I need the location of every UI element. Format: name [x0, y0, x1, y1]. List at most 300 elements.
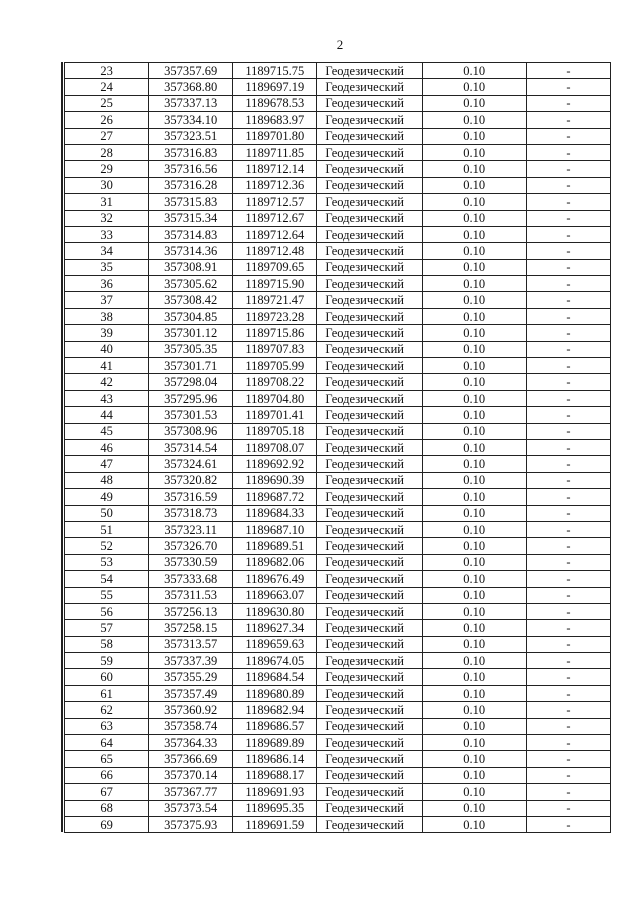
table-row: [65, 702, 611, 718]
note-cell: -: [526, 587, 610, 603]
table-row: [65, 358, 611, 374]
table-row: [65, 325, 611, 341]
table-row: [65, 538, 611, 554]
accuracy-cell: 0.10: [422, 620, 526, 636]
accuracy-cell: 0.10: [422, 358, 526, 374]
accuracy-cell: 0.10: [422, 79, 526, 95]
x-coordinate-cell: 357304.85: [149, 308, 233, 324]
note-cell: -: [526, 505, 610, 521]
point-number-cell: 26: [65, 112, 149, 128]
y-coordinate-cell: 1189683.97: [233, 112, 317, 128]
point-number-cell: 23: [65, 63, 149, 79]
point-number-cell: 24: [65, 79, 149, 95]
accuracy-cell: 0.10: [422, 423, 526, 439]
x-coordinate-cell: 357301.53: [149, 407, 233, 423]
accuracy-cell: 0.10: [422, 243, 526, 259]
method-cell: Геодезический: [317, 177, 422, 193]
accuracy-cell: 0.10: [422, 653, 526, 669]
point-number-cell: 58: [65, 636, 149, 652]
method-cell: Геодезический: [317, 571, 422, 587]
table-row: [65, 112, 611, 128]
table-row: [65, 685, 611, 701]
x-coordinate-cell: 357308.91: [149, 259, 233, 275]
y-coordinate-cell: 1189712.48: [233, 243, 317, 259]
method-cell: Геодезический: [317, 702, 422, 718]
point-number-cell: 27: [65, 128, 149, 144]
point-number-cell: 44: [65, 407, 149, 423]
x-coordinate-cell: 357324.61: [149, 456, 233, 472]
point-number-cell: 36: [65, 276, 149, 292]
accuracy-cell: 0.10: [422, 292, 526, 308]
point-number-cell: 64: [65, 735, 149, 751]
table-row: [65, 505, 611, 521]
method-cell: Геодезический: [317, 784, 422, 800]
method-cell: Геодезический: [317, 423, 422, 439]
note-cell: -: [526, 702, 610, 718]
point-number-cell: 52: [65, 538, 149, 554]
coordinates-table-body: [65, 63, 611, 833]
x-coordinate-cell: 357318.73: [149, 505, 233, 521]
note-cell: -: [526, 489, 610, 505]
accuracy-cell: 0.10: [422, 489, 526, 505]
note-cell: -: [526, 439, 610, 455]
point-number-cell: 54: [65, 571, 149, 587]
method-cell: Геодезический: [317, 653, 422, 669]
note-cell: -: [526, 358, 610, 374]
method-cell: Геодезический: [317, 735, 422, 751]
note-cell: -: [526, 603, 610, 619]
note-cell: -: [526, 325, 610, 341]
accuracy-cell: 0.10: [422, 718, 526, 734]
y-coordinate-cell: 1189709.65: [233, 259, 317, 275]
y-coordinate-cell: 1189704.80: [233, 390, 317, 406]
x-coordinate-cell: 357326.70: [149, 538, 233, 554]
method-cell: Геодезический: [317, 439, 422, 455]
method-cell: Геодезический: [317, 751, 422, 767]
method-cell: Геодезический: [317, 390, 422, 406]
point-number-cell: 62: [65, 702, 149, 718]
note-cell: -: [526, 800, 610, 816]
y-coordinate-cell: 1189687.72: [233, 489, 317, 505]
x-coordinate-cell: 357305.35: [149, 341, 233, 357]
accuracy-cell: 0.10: [422, 177, 526, 193]
y-coordinate-cell: 1189687.10: [233, 521, 317, 537]
y-coordinate-cell: 1189721.47: [233, 292, 317, 308]
x-coordinate-cell: 357320.82: [149, 472, 233, 488]
method-cell: Геодезический: [317, 210, 422, 226]
accuracy-cell: 0.10: [422, 341, 526, 357]
point-number-cell: 39: [65, 325, 149, 341]
note-cell: -: [526, 472, 610, 488]
accuracy-cell: 0.10: [422, 554, 526, 570]
accuracy-cell: 0.10: [422, 816, 526, 832]
point-number-cell: 33: [65, 226, 149, 242]
note-cell: -: [526, 308, 610, 324]
method-cell: Геодезический: [317, 259, 422, 275]
point-number-cell: 48: [65, 472, 149, 488]
note-cell: -: [526, 144, 610, 160]
accuracy-cell: 0.10: [422, 735, 526, 751]
note-cell: -: [526, 735, 610, 751]
note-cell: -: [526, 243, 610, 259]
method-cell: Геодезический: [317, 79, 422, 95]
accuracy-cell: 0.10: [422, 456, 526, 472]
accuracy-cell: 0.10: [422, 308, 526, 324]
method-cell: Геодезический: [317, 112, 422, 128]
point-number-cell: 57: [65, 620, 149, 636]
y-coordinate-cell: 1189695.35: [233, 800, 317, 816]
point-number-cell: 68: [65, 800, 149, 816]
x-coordinate-cell: 357375.93: [149, 816, 233, 832]
y-coordinate-cell: 1189630.80: [233, 603, 317, 619]
note-cell: -: [526, 816, 610, 832]
x-coordinate-cell: 357301.12: [149, 325, 233, 341]
table-row: [65, 423, 611, 439]
x-coordinate-cell: 357314.54: [149, 439, 233, 455]
y-coordinate-cell: 1189701.80: [233, 128, 317, 144]
accuracy-cell: 0.10: [422, 702, 526, 718]
note-cell: -: [526, 95, 610, 111]
y-coordinate-cell: 1189678.53: [233, 95, 317, 111]
table-row: [65, 226, 611, 242]
y-coordinate-cell: 1189680.89: [233, 685, 317, 701]
table-row: [65, 587, 611, 603]
y-coordinate-cell: 1189715.86: [233, 325, 317, 341]
method-cell: Геодезический: [317, 685, 422, 701]
y-coordinate-cell: 1189708.07: [233, 439, 317, 455]
accuracy-cell: 0.10: [422, 325, 526, 341]
x-coordinate-cell: 357316.59: [149, 489, 233, 505]
x-coordinate-cell: 357308.96: [149, 423, 233, 439]
point-number-cell: 59: [65, 653, 149, 669]
note-cell: -: [526, 407, 610, 423]
method-cell: Геодезический: [317, 276, 422, 292]
x-coordinate-cell: 357355.29: [149, 669, 233, 685]
table-row: [65, 669, 611, 685]
note-cell: -: [526, 177, 610, 193]
accuracy-cell: 0.10: [422, 784, 526, 800]
table-row: [65, 767, 611, 783]
method-cell: Геодезический: [317, 538, 422, 554]
note-cell: -: [526, 259, 610, 275]
method-cell: Геодезический: [317, 407, 422, 423]
x-coordinate-cell: 357305.62: [149, 276, 233, 292]
x-coordinate-cell: 357316.28: [149, 177, 233, 193]
note-cell: -: [526, 571, 610, 587]
table-row: [65, 128, 611, 144]
point-number-cell: 55: [65, 587, 149, 603]
x-coordinate-cell: 357358.74: [149, 718, 233, 734]
point-number-cell: 42: [65, 374, 149, 390]
x-coordinate-cell: 357315.34: [149, 210, 233, 226]
y-coordinate-cell: 1189689.89: [233, 735, 317, 751]
y-coordinate-cell: 1189686.14: [233, 751, 317, 767]
point-number-cell: 41: [65, 358, 149, 374]
table-row: [65, 620, 611, 636]
note-cell: -: [526, 521, 610, 537]
table-row: [65, 800, 611, 816]
note-cell: -: [526, 374, 610, 390]
accuracy-cell: 0.10: [422, 669, 526, 685]
y-coordinate-cell: 1189682.94: [233, 702, 317, 718]
method-cell: Геодезический: [317, 226, 422, 242]
y-coordinate-cell: 1189712.67: [233, 210, 317, 226]
table-row: [65, 374, 611, 390]
table-left-double-border: [61, 62, 63, 832]
note-cell: -: [526, 226, 610, 242]
y-coordinate-cell: 1189682.06: [233, 554, 317, 570]
table-row: [65, 276, 611, 292]
table-row: [65, 194, 611, 210]
x-coordinate-cell: 357308.42: [149, 292, 233, 308]
accuracy-cell: 0.10: [422, 210, 526, 226]
point-number-cell: 50: [65, 505, 149, 521]
y-coordinate-cell: 1189705.99: [233, 358, 317, 374]
method-cell: Геодезический: [317, 636, 422, 652]
point-number-cell: 66: [65, 767, 149, 783]
accuracy-cell: 0.10: [422, 685, 526, 701]
point-number-cell: 49: [65, 489, 149, 505]
y-coordinate-cell: 1189697.19: [233, 79, 317, 95]
y-coordinate-cell: 1189684.33: [233, 505, 317, 521]
point-number-cell: 35: [65, 259, 149, 275]
y-coordinate-cell: 1189705.18: [233, 423, 317, 439]
y-coordinate-cell: 1189686.57: [233, 718, 317, 734]
x-coordinate-cell: 357330.59: [149, 554, 233, 570]
point-number-cell: 30: [65, 177, 149, 193]
table-row: [65, 636, 611, 652]
x-coordinate-cell: 357316.83: [149, 144, 233, 160]
method-cell: Геодезический: [317, 521, 422, 537]
point-number-cell: 51: [65, 521, 149, 537]
y-coordinate-cell: 1189627.34: [233, 620, 317, 636]
point-number-cell: 47: [65, 456, 149, 472]
table-row: [65, 472, 611, 488]
note-cell: -: [526, 554, 610, 570]
method-cell: Геодезический: [317, 816, 422, 832]
x-coordinate-cell: 357295.96: [149, 390, 233, 406]
note-cell: -: [526, 669, 610, 685]
note-cell: -: [526, 456, 610, 472]
note-cell: -: [526, 161, 610, 177]
y-coordinate-cell: 1189690.39: [233, 472, 317, 488]
point-number-cell: 69: [65, 816, 149, 832]
table-row: [65, 95, 611, 111]
table-row: [65, 243, 611, 259]
y-coordinate-cell: 1189691.59: [233, 816, 317, 832]
y-coordinate-cell: 1189715.75: [233, 63, 317, 79]
table-row: [65, 439, 611, 455]
y-coordinate-cell: 1189715.90: [233, 276, 317, 292]
accuracy-cell: 0.10: [422, 128, 526, 144]
x-coordinate-cell: 357366.69: [149, 751, 233, 767]
table-row: [65, 259, 611, 275]
accuracy-cell: 0.10: [422, 276, 526, 292]
accuracy-cell: 0.10: [422, 374, 526, 390]
y-coordinate-cell: 1189701.41: [233, 407, 317, 423]
note-cell: -: [526, 63, 610, 79]
x-coordinate-cell: 357313.57: [149, 636, 233, 652]
y-coordinate-cell: 1189688.17: [233, 767, 317, 783]
x-coordinate-cell: 357357.69: [149, 63, 233, 79]
table-row: [65, 341, 611, 357]
point-number-cell: 56: [65, 603, 149, 619]
table-row: [65, 554, 611, 570]
note-cell: -: [526, 767, 610, 783]
y-coordinate-cell: 1189691.93: [233, 784, 317, 800]
x-coordinate-cell: 357258.15: [149, 620, 233, 636]
method-cell: Геодезический: [317, 144, 422, 160]
note-cell: -: [526, 390, 610, 406]
method-cell: Геодезический: [317, 341, 422, 357]
note-cell: -: [526, 79, 610, 95]
point-number-cell: 53: [65, 554, 149, 570]
method-cell: Геодезический: [317, 161, 422, 177]
note-cell: -: [526, 653, 610, 669]
table-row: [65, 144, 611, 160]
method-cell: Геодезический: [317, 128, 422, 144]
x-coordinate-cell: 357337.39: [149, 653, 233, 669]
method-cell: Геодезический: [317, 718, 422, 734]
method-cell: Геодезический: [317, 603, 422, 619]
y-coordinate-cell: 1189692.92: [233, 456, 317, 472]
x-coordinate-cell: 357256.13: [149, 603, 233, 619]
x-coordinate-cell: 357337.13: [149, 95, 233, 111]
x-coordinate-cell: 357333.68: [149, 571, 233, 587]
x-coordinate-cell: 357314.36: [149, 243, 233, 259]
y-coordinate-cell: 1189689.51: [233, 538, 317, 554]
table-row: [65, 308, 611, 324]
accuracy-cell: 0.10: [422, 161, 526, 177]
table-row: [65, 653, 611, 669]
note-cell: -: [526, 210, 610, 226]
y-coordinate-cell: 1189676.49: [233, 571, 317, 587]
method-cell: Геодезический: [317, 800, 422, 816]
point-number-cell: 37: [65, 292, 149, 308]
accuracy-cell: 0.10: [422, 63, 526, 79]
y-coordinate-cell: 1189684.54: [233, 669, 317, 685]
x-coordinate-cell: 357368.80: [149, 79, 233, 95]
table-row: [65, 161, 611, 177]
method-cell: Геодезический: [317, 374, 422, 390]
note-cell: -: [526, 112, 610, 128]
accuracy-cell: 0.10: [422, 95, 526, 111]
method-cell: Геодезический: [317, 554, 422, 570]
table-row: [65, 751, 611, 767]
accuracy-cell: 0.10: [422, 226, 526, 242]
table-row: [65, 571, 611, 587]
note-cell: -: [526, 292, 610, 308]
x-coordinate-cell: 357298.04: [149, 374, 233, 390]
point-number-cell: 34: [65, 243, 149, 259]
y-coordinate-cell: 1189711.85: [233, 144, 317, 160]
x-coordinate-cell: 357373.54: [149, 800, 233, 816]
method-cell: Геодезический: [317, 505, 422, 521]
note-cell: -: [526, 784, 610, 800]
y-coordinate-cell: 1189712.57: [233, 194, 317, 210]
method-cell: Геодезический: [317, 620, 422, 636]
x-coordinate-cell: 357323.51: [149, 128, 233, 144]
method-cell: Геодезический: [317, 194, 422, 210]
accuracy-cell: 0.10: [422, 112, 526, 128]
method-cell: Геодезический: [317, 669, 422, 685]
note-cell: -: [526, 341, 610, 357]
note-cell: -: [526, 620, 610, 636]
method-cell: Геодезический: [317, 489, 422, 505]
x-coordinate-cell: 357334.10: [149, 112, 233, 128]
x-coordinate-cell: 357357.49: [149, 685, 233, 701]
method-cell: Геодезический: [317, 587, 422, 603]
point-number-cell: 67: [65, 784, 149, 800]
accuracy-cell: 0.10: [422, 390, 526, 406]
method-cell: Геодезический: [317, 95, 422, 111]
note-cell: -: [526, 276, 610, 292]
table-row: [65, 718, 611, 734]
x-coordinate-cell: 357316.56: [149, 161, 233, 177]
point-number-cell: 28: [65, 144, 149, 160]
table-row: [65, 456, 611, 472]
table-row: [65, 63, 611, 79]
note-cell: -: [526, 423, 610, 439]
accuracy-cell: 0.10: [422, 505, 526, 521]
note-cell: -: [526, 751, 610, 767]
y-coordinate-cell: 1189712.14: [233, 161, 317, 177]
accuracy-cell: 0.10: [422, 587, 526, 603]
point-number-cell: 32: [65, 210, 149, 226]
x-coordinate-cell: 357360.92: [149, 702, 233, 718]
y-coordinate-cell: 1189707.83: [233, 341, 317, 357]
x-coordinate-cell: 357311.53: [149, 587, 233, 603]
page-number: 2: [336, 37, 344, 52]
accuracy-cell: 0.10: [422, 439, 526, 455]
x-coordinate-cell: 357323.11: [149, 521, 233, 537]
note-cell: -: [526, 636, 610, 652]
point-number-cell: 31: [65, 194, 149, 210]
method-cell: Геодезический: [317, 325, 422, 341]
method-cell: Геодезический: [317, 308, 422, 324]
accuracy-cell: 0.10: [422, 603, 526, 619]
x-coordinate-cell: 357370.14: [149, 767, 233, 783]
method-cell: Геодезический: [317, 63, 422, 79]
accuracy-cell: 0.10: [422, 144, 526, 160]
accuracy-cell: 0.10: [422, 521, 526, 537]
table-row: [65, 521, 611, 537]
x-coordinate-cell: 357364.33: [149, 735, 233, 751]
y-coordinate-cell: 1189708.22: [233, 374, 317, 390]
point-number-cell: 40: [65, 341, 149, 357]
table-row: [65, 390, 611, 406]
y-coordinate-cell: 1189723.28: [233, 308, 317, 324]
point-number-cell: 25: [65, 95, 149, 111]
method-cell: Геодезический: [317, 472, 422, 488]
accuracy-cell: 0.10: [422, 751, 526, 767]
accuracy-cell: 0.10: [422, 636, 526, 652]
y-coordinate-cell: 1189712.64: [233, 226, 317, 242]
table-row: [65, 784, 611, 800]
accuracy-cell: 0.10: [422, 538, 526, 554]
point-number-cell: 43: [65, 390, 149, 406]
accuracy-cell: 0.10: [422, 767, 526, 783]
note-cell: -: [526, 128, 610, 144]
table-row: [65, 603, 611, 619]
table-row: [65, 816, 611, 832]
point-number-cell: 46: [65, 439, 149, 455]
accuracy-cell: 0.10: [422, 571, 526, 587]
y-coordinate-cell: 1189712.36: [233, 177, 317, 193]
method-cell: Геодезический: [317, 456, 422, 472]
accuracy-cell: 0.10: [422, 194, 526, 210]
method-cell: Геодезический: [317, 243, 422, 259]
